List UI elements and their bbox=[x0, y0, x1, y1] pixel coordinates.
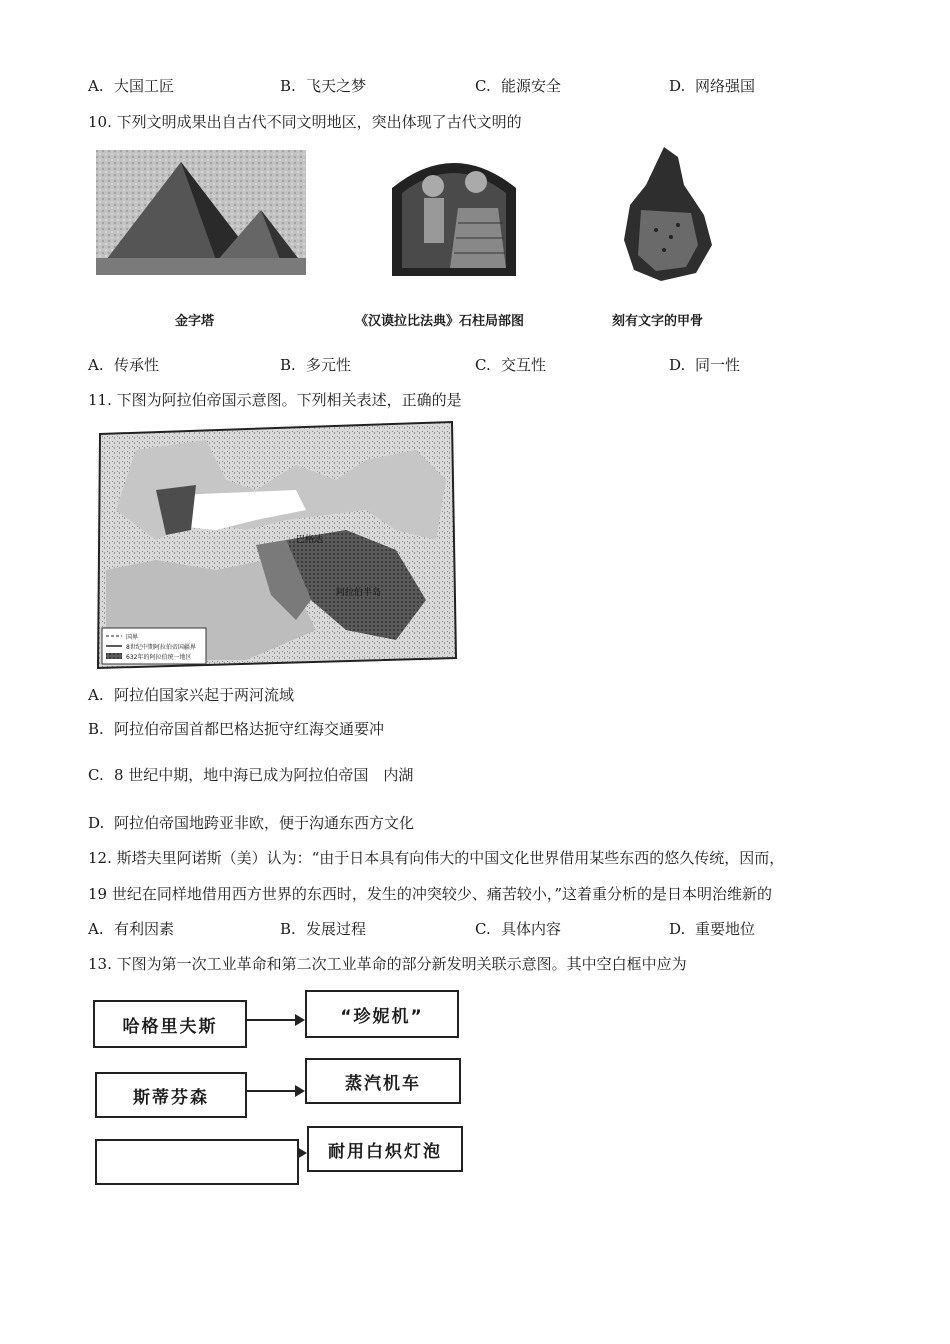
hammurabi-stele-image bbox=[388, 148, 520, 278]
q13-stem: 13. 下图为第一次工业革命和第二次工业革命的部分新发明关联示意图。其中空白框中应为 bbox=[88, 955, 687, 973]
flow-box-spinning-jenny: “珍妮机” bbox=[305, 990, 459, 1038]
q11-option-c: C. 8 世纪中期，地中海已成为阿拉伯帝国 内湖 bbox=[88, 766, 414, 784]
q12-option-b: B. 发展过程 bbox=[280, 920, 367, 938]
q11-option-d: D. 阿拉伯帝国地跨亚非欧，便于沟通东西方文化 bbox=[88, 814, 415, 832]
q10-option-d: D. 同一性 bbox=[669, 356, 741, 374]
flow-arrow-1 bbox=[245, 1019, 303, 1021]
legend-item-border: 国界 bbox=[126, 634, 139, 641]
q12-stem-line1: 12. 斯塔夫里阿诺斯（美）认为：“由于日本具有向伟大的中国文化世界借用某些东西的悠久传统，因而， bbox=[88, 849, 785, 867]
q10-stem: 10. 下列文明成果出自古代不同文明地区，突出体现了古代文明的 bbox=[88, 113, 522, 131]
caption-hammurabi: 《汉谟拉比法典》石柱局部图 bbox=[355, 314, 525, 329]
flow-box-incandescent-bulb: 耐用白炽灯泡 bbox=[307, 1126, 463, 1172]
flow-arrow-3 bbox=[297, 1152, 305, 1154]
q10-option-c: C. 交互性 bbox=[475, 356, 547, 374]
q10-option-b: B. 多元性 bbox=[280, 356, 352, 374]
caption-oracle-bone: 刻有文字的甲骨 bbox=[612, 314, 704, 329]
q11-option-a: A. 阿拉伯国家兴起于两河流域 bbox=[88, 686, 295, 704]
oracle-bone-image bbox=[616, 145, 716, 285]
q12-stem-line2: 19 世纪在同样地借用西方世界的东西时，发生的冲突较少、痛苦较小，”这着重分析的是日本明治维新的 bbox=[88, 885, 773, 903]
legend-item-632: 632年的阿拉伯统一地区 bbox=[126, 654, 192, 661]
flow-box-steam-locomotive: 蒸汽机车 bbox=[305, 1058, 461, 1104]
q11-option-b: B. 阿拉伯帝国首都巴格达扼守红海交通要冲 bbox=[88, 720, 385, 738]
q9-option-c: C. 能源安全 bbox=[475, 77, 562, 95]
q12-option-a: A. 有利因素 bbox=[88, 920, 175, 938]
q9-option-a: A. 大国工匠 bbox=[88, 77, 175, 95]
flow-box-hargreaves: 哈格里夫斯 bbox=[93, 1000, 247, 1048]
flow-box-blank-answer bbox=[95, 1139, 299, 1185]
q12-option-d: D. 重要地位 bbox=[669, 920, 756, 938]
flow-arrow-2 bbox=[245, 1090, 303, 1092]
arab-empire-map bbox=[96, 420, 458, 670]
caption-pyramid: 金字塔 bbox=[175, 314, 215, 329]
q9-option-b: B. 飞天之梦 bbox=[280, 77, 367, 95]
map-label-arabia: 阿拉伯半岛 bbox=[336, 588, 382, 598]
q10-option-a: A. 传承性 bbox=[88, 356, 160, 374]
legend-item-8th-century: 8世纪中期阿拉伯帝国疆界 bbox=[126, 644, 196, 651]
q9-option-d: D. 网络强国 bbox=[669, 77, 756, 95]
map-label-baghdad: 巴格达 bbox=[296, 535, 324, 545]
q12-option-c: C. 具体内容 bbox=[475, 920, 562, 938]
flow-box-stephenson: 斯蒂芬森 bbox=[95, 1072, 247, 1118]
pyramid-image bbox=[96, 150, 306, 275]
q11-stem: 11. 下图为阿拉伯帝国示意图。下列相关表述，正确的是 bbox=[88, 391, 462, 409]
